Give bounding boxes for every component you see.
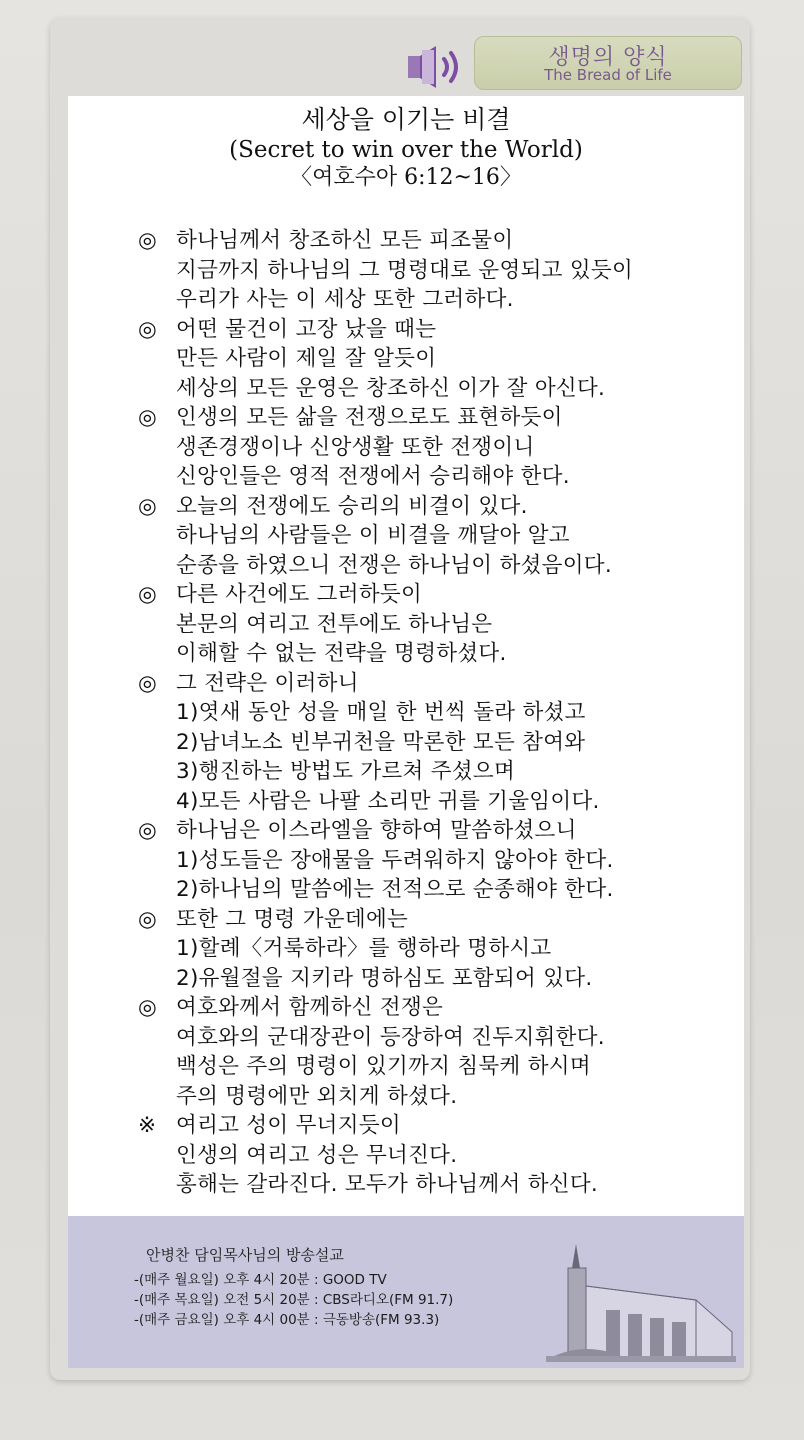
point-line: 어떤 물건이 고장 났을 때는 bbox=[176, 316, 437, 342]
broadcast-schedule bbox=[134, 1270, 453, 1330]
point-line: 백성은 주의 명령이 있기까지 침묵케 하시며 bbox=[176, 1054, 591, 1079]
point-bullet: ◎ bbox=[138, 995, 158, 1020]
point-line: 1)할례〈거룩하라〉를 행하라 명하시고 bbox=[176, 936, 552, 961]
sermon-point bbox=[138, 1111, 738, 1200]
point-line: 2)유월절을 지키라 명하심도 포함되어 있다. bbox=[176, 965, 593, 991]
point-line: 생존경쟁이나 신앙생활 또한 전쟁이니 bbox=[176, 434, 535, 460]
scripture-reference: 〈여호수아 6:12~16〉 bbox=[290, 165, 522, 190]
point-line: 2)하나님의 말씀에는 전적으로 순종해야 한다. bbox=[176, 877, 614, 902]
point-line: 다른 사건에도 그러하듯이 bbox=[176, 582, 423, 607]
point-lines bbox=[176, 580, 738, 669]
point-lines bbox=[176, 226, 738, 315]
point-bullet: ◎ bbox=[138, 906, 158, 932]
point-bullet: ◎ bbox=[138, 582, 158, 607]
sermon-point bbox=[138, 993, 738, 1111]
schedule-line: -(매주 목요일) 오전 5시 20분 : CBS라디오(FM 91.7) bbox=[134, 1292, 454, 1308]
schedule-line: -(매주 월요일) 오후 4시 20분 : GOOD TV bbox=[134, 1272, 387, 1288]
schedule-line: -(매주 금요일) 오후 4시 00분 : 극동방송(FM 93.3) bbox=[134, 1312, 440, 1328]
sermon-point bbox=[138, 816, 738, 905]
sermon-points bbox=[138, 226, 738, 1200]
point-lines bbox=[176, 1111, 738, 1200]
church-building-illustration bbox=[546, 1240, 736, 1362]
point-line: 또한 그 명령 가운데에는 bbox=[176, 906, 409, 932]
point-bullet: ◎ bbox=[138, 670, 158, 696]
point-bullet: ◎ bbox=[138, 316, 158, 342]
point-line: 여호와께서 함께하신 전쟁은 bbox=[176, 995, 444, 1020]
point-line: 만든 사람이 제일 잘 알듯이 bbox=[176, 346, 437, 371]
point-bullet: ◎ bbox=[138, 818, 158, 843]
sermon-sheet bbox=[68, 96, 744, 1216]
point-line: 순종을 하였으니 전쟁은 하나님이 하셨음이다. bbox=[176, 552, 612, 578]
sermon-point bbox=[138, 580, 738, 669]
point-lines bbox=[176, 816, 738, 905]
point-line: 우리가 사는 이 세상 또한 그러하다. bbox=[176, 287, 514, 312]
point-line: 여리고 성이 무너지듯이 bbox=[176, 1113, 401, 1138]
sermon-title: 세상을 이기는 비결 bbox=[301, 105, 511, 134]
sermon-point bbox=[138, 315, 738, 404]
point-line: 본문의 여리고 전투에도 하나님은 bbox=[176, 611, 493, 637]
point-line: 하나님께서 창조하신 모든 피조물이 bbox=[176, 228, 514, 253]
point-line: 하나님의 사람들은 이 비결을 깨달아 알고 bbox=[176, 523, 570, 548]
point-line: 여호와의 군대장관이 등장하여 진두지휘한다. bbox=[176, 1024, 605, 1050]
point-line: 세상의 모든 운영은 창조하신 이가 잘 아신다. bbox=[176, 375, 606, 401]
brand-title-english: The Bread of Life bbox=[544, 66, 672, 84]
point-line: 인생의 모든 삶을 전쟁으로도 표현하듯이 bbox=[176, 405, 563, 430]
point-lines bbox=[176, 315, 738, 404]
sermon-header bbox=[68, 104, 744, 192]
point-line: 3)행진하는 방법도 가르쳐 주셨으며 bbox=[176, 759, 516, 784]
point-line: 신앙인들은 영적 전쟁에서 승리해야 한다. bbox=[176, 464, 570, 489]
sermon-point bbox=[138, 905, 738, 994]
broadcast-heading: 안병찬 담임목사님의 방송설교 bbox=[146, 1246, 344, 1264]
point-line: 1)엿새 동안 성을 매일 한 번씩 돌라 하셨고 bbox=[176, 700, 586, 725]
sermon-point bbox=[138, 492, 738, 581]
point-lines bbox=[176, 993, 738, 1111]
point-bullet: ※ bbox=[138, 1113, 157, 1138]
broadcast-footer bbox=[68, 1216, 744, 1368]
point-line: 오늘의 전쟁에도 승리의 비결이 있다. bbox=[176, 493, 528, 519]
point-line: 이해할 수 없는 전략을 명령하셨다. bbox=[176, 641, 507, 666]
sermon-point bbox=[138, 669, 738, 817]
speaker-icon[interactable] bbox=[404, 44, 466, 90]
point-line: 2)남녀노소 빈부귀천을 막론한 모든 참여와 bbox=[176, 729, 586, 755]
point-lines bbox=[176, 403, 738, 492]
point-bullet: ◎ bbox=[138, 405, 158, 430]
point-line: 주의 명령에만 외치게 하셨다. bbox=[176, 1083, 458, 1109]
point-lines bbox=[176, 492, 738, 581]
sermon-point bbox=[138, 226, 738, 315]
brand-title-korean: 생명의 양식 bbox=[548, 45, 668, 70]
sermon-subtitle: (Secret to win over the World) bbox=[229, 137, 583, 163]
brand-badge bbox=[474, 36, 742, 90]
point-line: 홍해는 갈라진다. 모두가 하나님께서 하신다. bbox=[176, 1172, 599, 1197]
point-line: 그 전략은 이러하니 bbox=[176, 670, 359, 696]
point-line: 하나님은 이스라엘을 향하여 말씀하셨으니 bbox=[176, 818, 577, 843]
point-bullet: ◎ bbox=[138, 493, 158, 519]
point-line: 지금까지 하나님의 그 명령대로 운영되고 있듯이 bbox=[176, 257, 634, 283]
point-lines bbox=[176, 669, 738, 817]
point-line: 4)모든 사람은 나팔 소리만 귀를 기울임이다. bbox=[176, 788, 600, 814]
point-line: 1)성도들은 장애물을 두려워하지 않아야 한다. bbox=[176, 847, 614, 873]
sermon-point bbox=[138, 403, 738, 492]
point-line: 인생의 여리고 성은 무너진다. bbox=[176, 1142, 458, 1168]
point-lines bbox=[176, 905, 738, 994]
point-bullet: ◎ bbox=[138, 228, 158, 253]
